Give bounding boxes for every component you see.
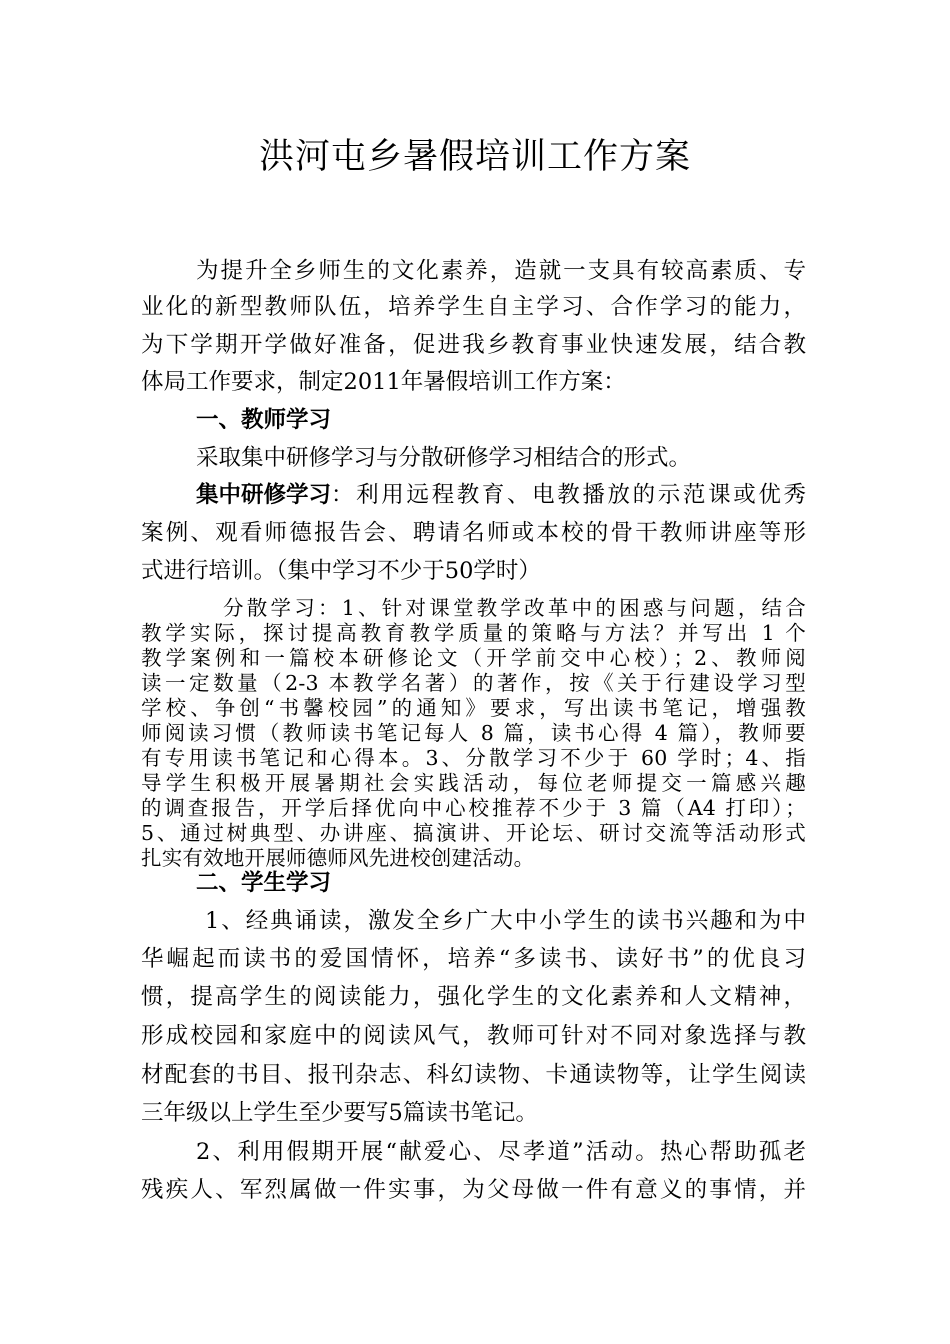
dispersed-study-line: 教学案例和一篇校本研修论文（开学前交中心校）；2、教师阅 xyxy=(141,646,806,670)
reading-line: 惯，提高学生的阅读能力，强化学生的文化素养和人文精神， xyxy=(141,984,806,1010)
reading-line: 华崛起而读书的爱国情怀，培养“多读书、读好书”的优良习 xyxy=(141,946,806,972)
intro-line: 体局工作要求，制定2011年暑假培训工作方案： xyxy=(141,369,626,395)
reading-line: 1、经典诵读，激发全乡广大中小学生的读书兴趣和为中 xyxy=(205,908,806,934)
focused-study-text: ：利用远程教育、电教播放的示范课或优秀 xyxy=(331,482,806,508)
focused-study-line xyxy=(196,480,806,510)
focused-study-line: 案例、观看师德报告会、聘请名师或本校的骨干教师讲座等形 xyxy=(141,520,806,546)
dispersed-study-line: 导学生积极开展暑期社会实践活动，每位老师提交一篇感兴趣 xyxy=(141,771,806,795)
dispersed-study-line: 读一定数量（2-3 本教学名著）的著作，按《关于行建设学习型 xyxy=(141,671,806,695)
intro-line: 为下学期开学做好准备，促进我乡教育事业快速发展，结合教 xyxy=(141,332,806,358)
dispersed-study-line: 学校、争创“书馨校园”的通知》要求，写出读书笔记，增强教 xyxy=(141,696,806,720)
section1-form-text: 采取集中研修学习与分散研修学习相结合的形式。 xyxy=(196,445,692,471)
intro-line: 为提升全乡师生的文化素养，造就一支具有较高素质、专 xyxy=(196,258,806,284)
dispersed-study-line: 5、通过树典型、办讲座、搞演讲、开论坛、研讨交流等活动形式 xyxy=(141,821,806,845)
dispersed-study-line: 扎实有效地开展师德师风先进校创建活动。 xyxy=(141,846,535,870)
reading-line: 三年级以上学生至少要写5篇读书笔记。 xyxy=(141,1100,538,1126)
activity-line: 残疾人、军烈属做一件实事，为父母做一件有意义的事情，并 xyxy=(141,1177,806,1203)
document-title: 洪河屯乡暑假培训工作方案 xyxy=(258,137,691,177)
reading-line: 形成校园和家庭中的阅读风气，教师可针对不同对象选择与教 xyxy=(141,1023,806,1049)
focused-study-label: 集中研修学习 xyxy=(196,482,332,508)
intro-line: 业化的新型教师队伍，培养学生自主学习、合作学习的能力， xyxy=(141,294,806,320)
dispersed-study-line: 的调查报告，开学后择优向中心校推荐不少于 3 篇（A4 打印）； xyxy=(141,796,806,820)
section-heading-teachers: 一、教师学习 xyxy=(196,407,332,433)
dispersed-study-line: 师阅读习惯（教师读书笔记每人 8 篇，读书心得 4 篇），教师要 xyxy=(141,721,806,745)
dispersed-study-line: 教学实际，探讨提高教育教学质量的策略与方法？并写出 1 个 xyxy=(141,621,806,645)
reading-line: 材配套的书目、报刊杂志、科幻读物、卡通读物等，让学生阅读 xyxy=(141,1062,806,1088)
dispersed-study-line: 分散学习：1、针对课堂教学改革中的困惑与问题，结合 xyxy=(223,596,806,620)
activity-line: 2、利用假期开展“献爱心、尽孝道”活动。热心帮助孤老 xyxy=(196,1139,806,1165)
section-heading-students: 二、学生学习 xyxy=(196,870,332,896)
focused-study-line: 式进行培训。（集中学习不少于50学时） xyxy=(141,558,541,584)
dispersed-study-line: 有专用读书笔记和心得本。3、分散学习不少于 60 学时；4、指 xyxy=(141,746,806,770)
